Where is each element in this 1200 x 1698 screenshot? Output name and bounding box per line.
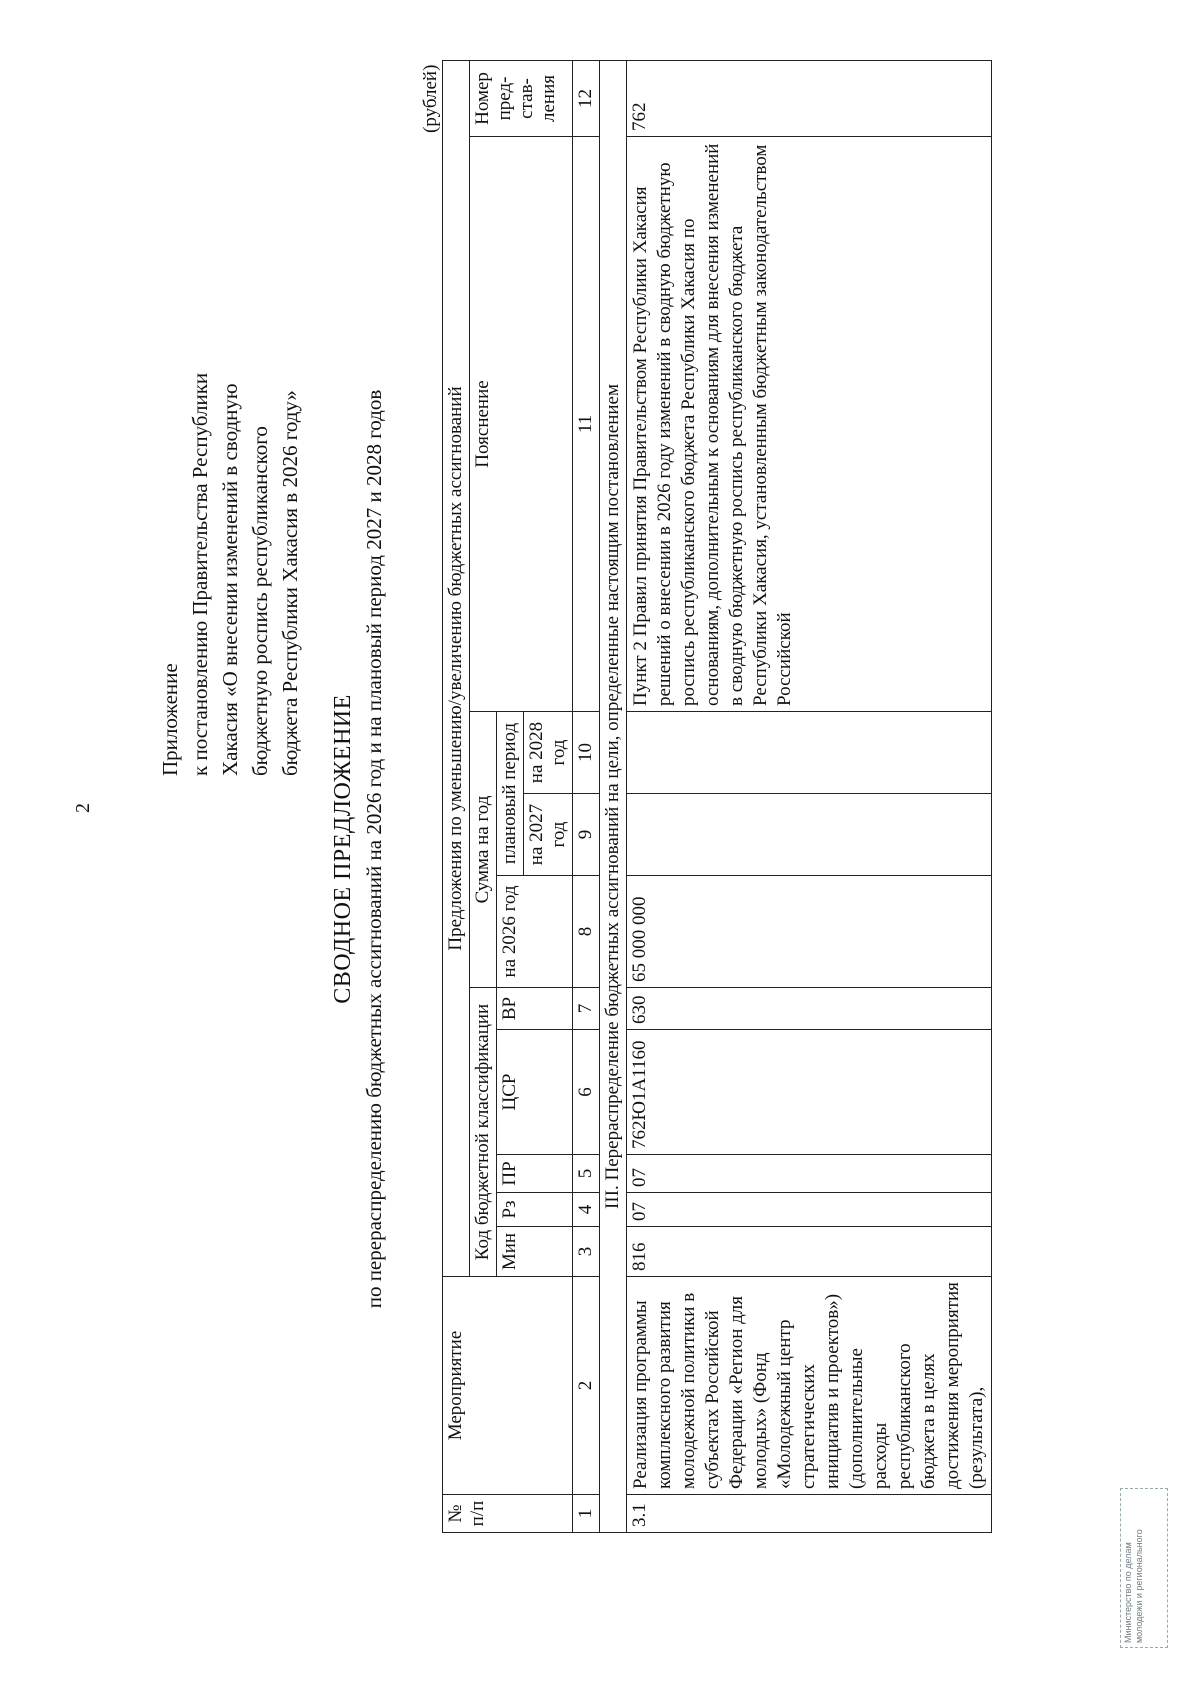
document-subtitle: по перераспределению бюджетных ассигнований на 2026 год и на плановый период 2027 и 2028 годов <box>362 389 386 1309</box>
row-pr: 07 <box>627 1155 992 1193</box>
header-csr: ЦСР <box>497 1030 573 1155</box>
column-number: 5 <box>573 1155 600 1193</box>
column-number: 7 <box>573 988 600 1030</box>
column-number: 1 <box>573 1495 600 1533</box>
header-2027: на 2027 год <box>524 794 573 876</box>
row-csr: 762Ю1А1160 <box>627 1030 992 1155</box>
header-rz: Рз <box>497 1193 573 1227</box>
page-number: 2 <box>72 803 94 813</box>
appendix-line: бюджетную роспись республиканского <box>248 426 272 776</box>
header-min: Мин <box>497 1227 573 1277</box>
header-vr: ВР <box>497 988 573 1030</box>
column-number: 8 <box>573 876 600 988</box>
column-number: 6 <box>573 1030 600 1155</box>
header-note: Пояснение <box>470 137 573 712</box>
row-2026: 65 000 000 <box>627 876 992 988</box>
row-vr: 630 <box>627 988 992 1030</box>
header-proposals: Предложения по уменьшению/увеличению бюджетных ассигнований <box>443 60 470 1276</box>
row-rz: 07 <box>627 1193 992 1227</box>
appendix-note <box>155 216 305 776</box>
header-sum: Сумма на год <box>470 712 497 988</box>
budget-table <box>442 60 992 1533</box>
registration-stamp <box>1120 1488 1168 1648</box>
column-number: 10 <box>573 712 600 794</box>
appendix-line: Хакасия «О внесении изменений в сводную <box>218 383 242 776</box>
table-row <box>627 60 992 1532</box>
appendix-line: бюджета Республики Хакасия в 2026 году» <box>278 390 302 776</box>
header-2026: на 2026 год <box>497 876 573 988</box>
header-num: № п/п <box>443 1495 573 1533</box>
column-number: 9 <box>573 794 600 876</box>
column-number: 11 <box>573 137 600 712</box>
column-number: 3 <box>573 1227 600 1277</box>
stamp-line: молодежи и регионального <box>1134 1529 1144 1643</box>
row-note: Пункт 2 Правил принятия Правительством Республики Хакасия решений о внесении в 2026 году изменений в сводную бюджетную роспись республиканского бюджета Республики Хакасия по основаниям, дополнительным к основаниям для внесения изменений в сводную бюджетную роспись республиканского бюджета Республики Хакасия, установленным бюджетным законодательством Российской <box>627 137 992 712</box>
appendix-line: Приложение <box>158 663 182 776</box>
appendix-line: к постановлению Правительства Республики <box>188 372 212 776</box>
row-2027 <box>627 794 992 876</box>
row-min: 816 <box>627 1227 992 1277</box>
header-code: Код бюджетной классификации <box>470 988 497 1277</box>
units-label: (рублей) <box>420 64 441 133</box>
row-event: Реализация программы комплексного развития молодежной политики в субъектах Российской Федерации «Регион для молодых» (Фонд «Молодежный центр стратегических инициатив и проектов») (дополнительные расходы республиканского бюджета в целях достижения мероприятия (результата), <box>627 1277 992 1495</box>
column-number: 12 <box>573 60 600 136</box>
header-representation: Номер пред-став-ления <box>470 60 573 136</box>
header-pr: ПР <box>497 1155 573 1193</box>
stamp-line: Министерство по делам <box>1123 1542 1133 1643</box>
document-title: СВОДНОЕ ПРЕДЛОЖЕНИЕ <box>330 694 356 1004</box>
column-number: 4 <box>573 1193 600 1227</box>
column-number: 2 <box>573 1277 600 1495</box>
row-num: 3.1 <box>627 1495 992 1533</box>
row-representation: 762 <box>627 60 992 136</box>
row-2028 <box>627 712 992 794</box>
header-event: Мероприятие <box>443 1277 573 1495</box>
header-plan: плановый период <box>497 712 524 876</box>
header-2028: на 2028 год <box>524 712 573 794</box>
section-heading: III. Перераспределение бюджетных ассигнований на цели, определенные настоящим постановлением <box>600 60 627 1532</box>
